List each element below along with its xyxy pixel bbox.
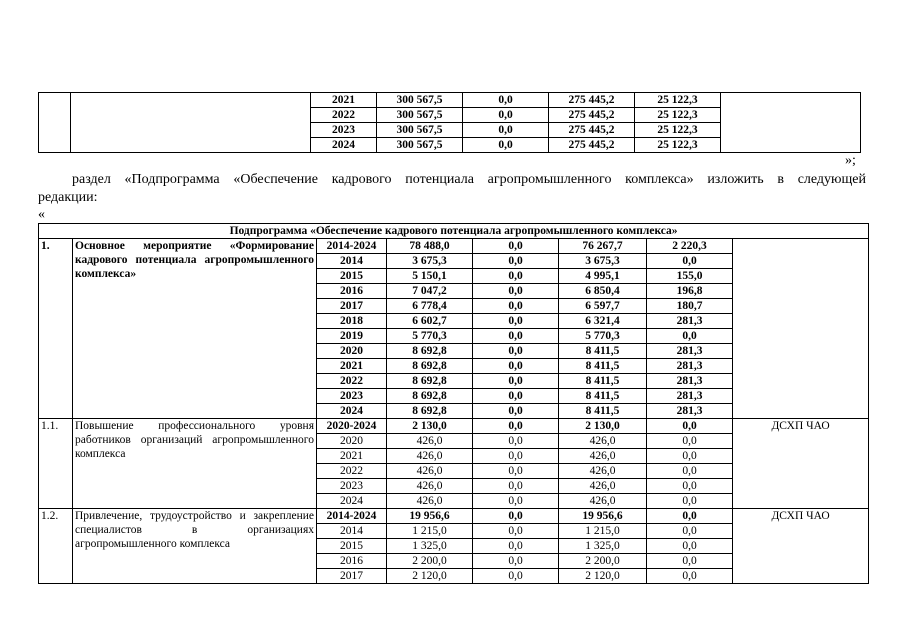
year-cell: 2024	[311, 138, 377, 153]
total-cell: 1 325,0	[387, 539, 473, 554]
regional-cell: 6 321,4	[559, 314, 647, 329]
regional-cell: 6 597,7	[559, 299, 647, 314]
table-row	[39, 93, 861, 108]
regional-cell: 19 956,6	[559, 509, 647, 524]
regional-cell: 275 445,2	[549, 123, 635, 138]
federal-cell: 0,0	[473, 419, 559, 434]
federal-cell: 0,0	[473, 524, 559, 539]
total-cell: 5 770,3	[387, 329, 473, 344]
other-cell: 281,3	[647, 389, 733, 404]
other-cell: 0,0	[647, 494, 733, 509]
regional-cell: 6 850,4	[559, 284, 647, 299]
other-cell: 0,0	[647, 524, 733, 539]
total-cell: 300 567,5	[377, 108, 463, 123]
other-cell: 25 122,3	[635, 108, 721, 123]
year-cell: 2024	[317, 494, 387, 509]
item-number: 1.1.	[39, 419, 73, 509]
responsible-executor: ДСХП ЧАО	[733, 419, 869, 509]
total-cell: 8 692,8	[387, 404, 473, 419]
year-cell: 2021	[311, 93, 377, 108]
total-cell: 6 778,4	[387, 299, 473, 314]
responsible-executor: ДСХП ЧАО	[733, 509, 869, 584]
federal-cell: 0,0	[473, 479, 559, 494]
total-cell: 1 215,0	[387, 524, 473, 539]
item-number: 1.2.	[39, 509, 73, 584]
other-cell: 0,0	[647, 329, 733, 344]
regional-cell: 5 770,3	[559, 329, 647, 344]
responsible-executor	[733, 239, 869, 419]
year-cell: 2024	[317, 404, 387, 419]
year-cell: 2014	[317, 254, 387, 269]
federal-cell: 0,0	[473, 509, 559, 524]
regional-cell: 426,0	[559, 434, 647, 449]
item-description: Основное мероприятие «Формирование кадрового потенциала агропромышленного комплекса»	[73, 239, 317, 419]
regional-cell: 2 120,0	[559, 569, 647, 584]
regional-cell: 8 411,5	[559, 374, 647, 389]
regional-cell: 76 267,7	[559, 239, 647, 254]
federal-cell: 0,0	[473, 239, 559, 254]
table-row	[39, 419, 869, 434]
year-cell: 2017	[317, 569, 387, 584]
other-cell: 180,7	[647, 299, 733, 314]
year-cell: 2022	[317, 464, 387, 479]
item-description: Привлечение, трудоустройство и закрепление специалистов в организациях агропромышленного комплекса	[73, 509, 317, 584]
total-cell: 6 602,7	[387, 314, 473, 329]
federal-cell: 0,0	[473, 374, 559, 389]
federal-cell: 0,0	[473, 464, 559, 479]
year-cell: 2014	[317, 524, 387, 539]
table-row	[39, 239, 869, 254]
total-cell: 426,0	[387, 449, 473, 464]
amendment-paragraph-line2: редакции:	[38, 190, 98, 205]
year-cell: 2020	[317, 344, 387, 359]
total-cell: 426,0	[387, 434, 473, 449]
regional-cell: 426,0	[559, 494, 647, 509]
year-cell: 2022	[317, 374, 387, 389]
federal-cell: 0,0	[473, 389, 559, 404]
year-cell: 2016	[317, 284, 387, 299]
description-cell	[71, 93, 311, 153]
total-cell: 3 675,3	[387, 254, 473, 269]
regional-cell: 8 411,5	[559, 344, 647, 359]
federal-cell: 0,0	[473, 284, 559, 299]
regional-cell: 275 445,2	[549, 108, 635, 123]
year-cell: 2015	[317, 269, 387, 284]
regional-cell: 1 215,0	[559, 524, 647, 539]
total-cell: 426,0	[387, 464, 473, 479]
previous-section-table	[38, 92, 861, 153]
regional-cell: 8 411,5	[559, 359, 647, 374]
federal-cell: 0,0	[473, 359, 559, 374]
total-cell: 300 567,5	[377, 93, 463, 108]
other-cell: 0,0	[647, 569, 733, 584]
year-cell: 2023	[317, 389, 387, 404]
other-cell: 0,0	[647, 509, 733, 524]
total-cell: 8 692,8	[387, 344, 473, 359]
year-cell: 2015	[317, 539, 387, 554]
federal-cell: 0,0	[473, 254, 559, 269]
regional-cell: 275 445,2	[549, 93, 635, 108]
other-cell: 281,3	[647, 314, 733, 329]
total-cell: 5 150,1	[387, 269, 473, 284]
federal-cell: 0,0	[473, 554, 559, 569]
year-cell: 2017	[317, 299, 387, 314]
year-cell: 2022	[311, 108, 377, 123]
regional-cell: 8 411,5	[559, 389, 647, 404]
other-cell: 0,0	[647, 464, 733, 479]
responsible-cell	[721, 93, 861, 153]
subprogram-table	[38, 223, 869, 584]
federal-cell: 0,0	[473, 434, 559, 449]
other-cell: 0,0	[647, 554, 733, 569]
opening-quote: «	[38, 207, 45, 222]
amendment-paragraph-line1: раздел «Подпрограмма «Обеспечение кадрового потенциала агропромышленного комплекса» изложить в следующей	[72, 172, 866, 187]
other-cell: 281,3	[647, 404, 733, 419]
year-cell: 2014-2024	[317, 509, 387, 524]
closing-quote: »;	[845, 153, 856, 168]
year-cell: 2021	[317, 359, 387, 374]
regional-cell: 426,0	[559, 464, 647, 479]
regional-cell: 1 325,0	[559, 539, 647, 554]
year-cell: 2023	[317, 479, 387, 494]
federal-cell: 0,0	[473, 494, 559, 509]
regional-cell: 2 200,0	[559, 554, 647, 569]
other-cell: 196,8	[647, 284, 733, 299]
item-description: Повышение профессионального уровня работников организаций агропромышленного комплекса	[73, 419, 317, 509]
year-cell: 2014-2024	[317, 239, 387, 254]
other-cell: 0,0	[647, 449, 733, 464]
total-cell: 8 692,8	[387, 389, 473, 404]
total-cell: 2 120,0	[387, 569, 473, 584]
federal-cell: 0,0	[473, 269, 559, 284]
other-cell: 0,0	[647, 254, 733, 269]
regional-cell: 426,0	[559, 479, 647, 494]
year-cell: 2019	[317, 329, 387, 344]
year-cell: 2016	[317, 554, 387, 569]
other-cell: 281,3	[647, 374, 733, 389]
regional-cell: 4 995,1	[559, 269, 647, 284]
federal-cell: 0,0	[463, 93, 549, 108]
regional-cell: 426,0	[559, 449, 647, 464]
other-cell: 0,0	[647, 539, 733, 554]
regional-cell: 275 445,2	[549, 138, 635, 153]
total-cell: 8 692,8	[387, 359, 473, 374]
other-cell: 0,0	[647, 479, 733, 494]
total-cell: 78 488,0	[387, 239, 473, 254]
other-cell: 2 220,3	[647, 239, 733, 254]
other-cell: 25 122,3	[635, 93, 721, 108]
year-cell: 2020	[317, 434, 387, 449]
year-cell: 2021	[317, 449, 387, 464]
federal-cell: 0,0	[473, 314, 559, 329]
federal-cell: 0,0	[473, 569, 559, 584]
regional-cell: 3 675,3	[559, 254, 647, 269]
total-cell: 8 692,8	[387, 374, 473, 389]
federal-cell: 0,0	[463, 108, 549, 123]
total-cell: 426,0	[387, 479, 473, 494]
total-cell: 300 567,5	[377, 123, 463, 138]
federal-cell: 0,0	[473, 539, 559, 554]
other-cell: 0,0	[647, 434, 733, 449]
federal-cell: 0,0	[473, 329, 559, 344]
subprogram-title: Подпрограмма «Обеспечение кадрового потенциала агропромышленного комплекса»	[39, 224, 869, 239]
total-cell: 426,0	[387, 494, 473, 509]
federal-cell: 0,0	[463, 123, 549, 138]
year-cell: 2023	[311, 123, 377, 138]
other-cell: 0,0	[647, 419, 733, 434]
other-cell: 25 122,3	[635, 138, 721, 153]
other-cell: 281,3	[647, 359, 733, 374]
federal-cell: 0,0	[473, 449, 559, 464]
regional-cell: 8 411,5	[559, 404, 647, 419]
number-cell	[39, 93, 71, 153]
total-cell: 7 047,2	[387, 284, 473, 299]
other-cell: 155,0	[647, 269, 733, 284]
total-cell: 2 130,0	[387, 419, 473, 434]
other-cell: 25 122,3	[635, 123, 721, 138]
table-row	[39, 509, 869, 524]
total-cell: 19 956,6	[387, 509, 473, 524]
year-cell: 2018	[317, 314, 387, 329]
federal-cell: 0,0	[463, 138, 549, 153]
federal-cell: 0,0	[473, 299, 559, 314]
other-cell: 281,3	[647, 344, 733, 359]
total-cell: 2 200,0	[387, 554, 473, 569]
year-cell: 2020-2024	[317, 419, 387, 434]
total-cell: 300 567,5	[377, 138, 463, 153]
federal-cell: 0,0	[473, 344, 559, 359]
regional-cell: 2 130,0	[559, 419, 647, 434]
federal-cell: 0,0	[473, 404, 559, 419]
item-number: 1.	[39, 239, 73, 419]
